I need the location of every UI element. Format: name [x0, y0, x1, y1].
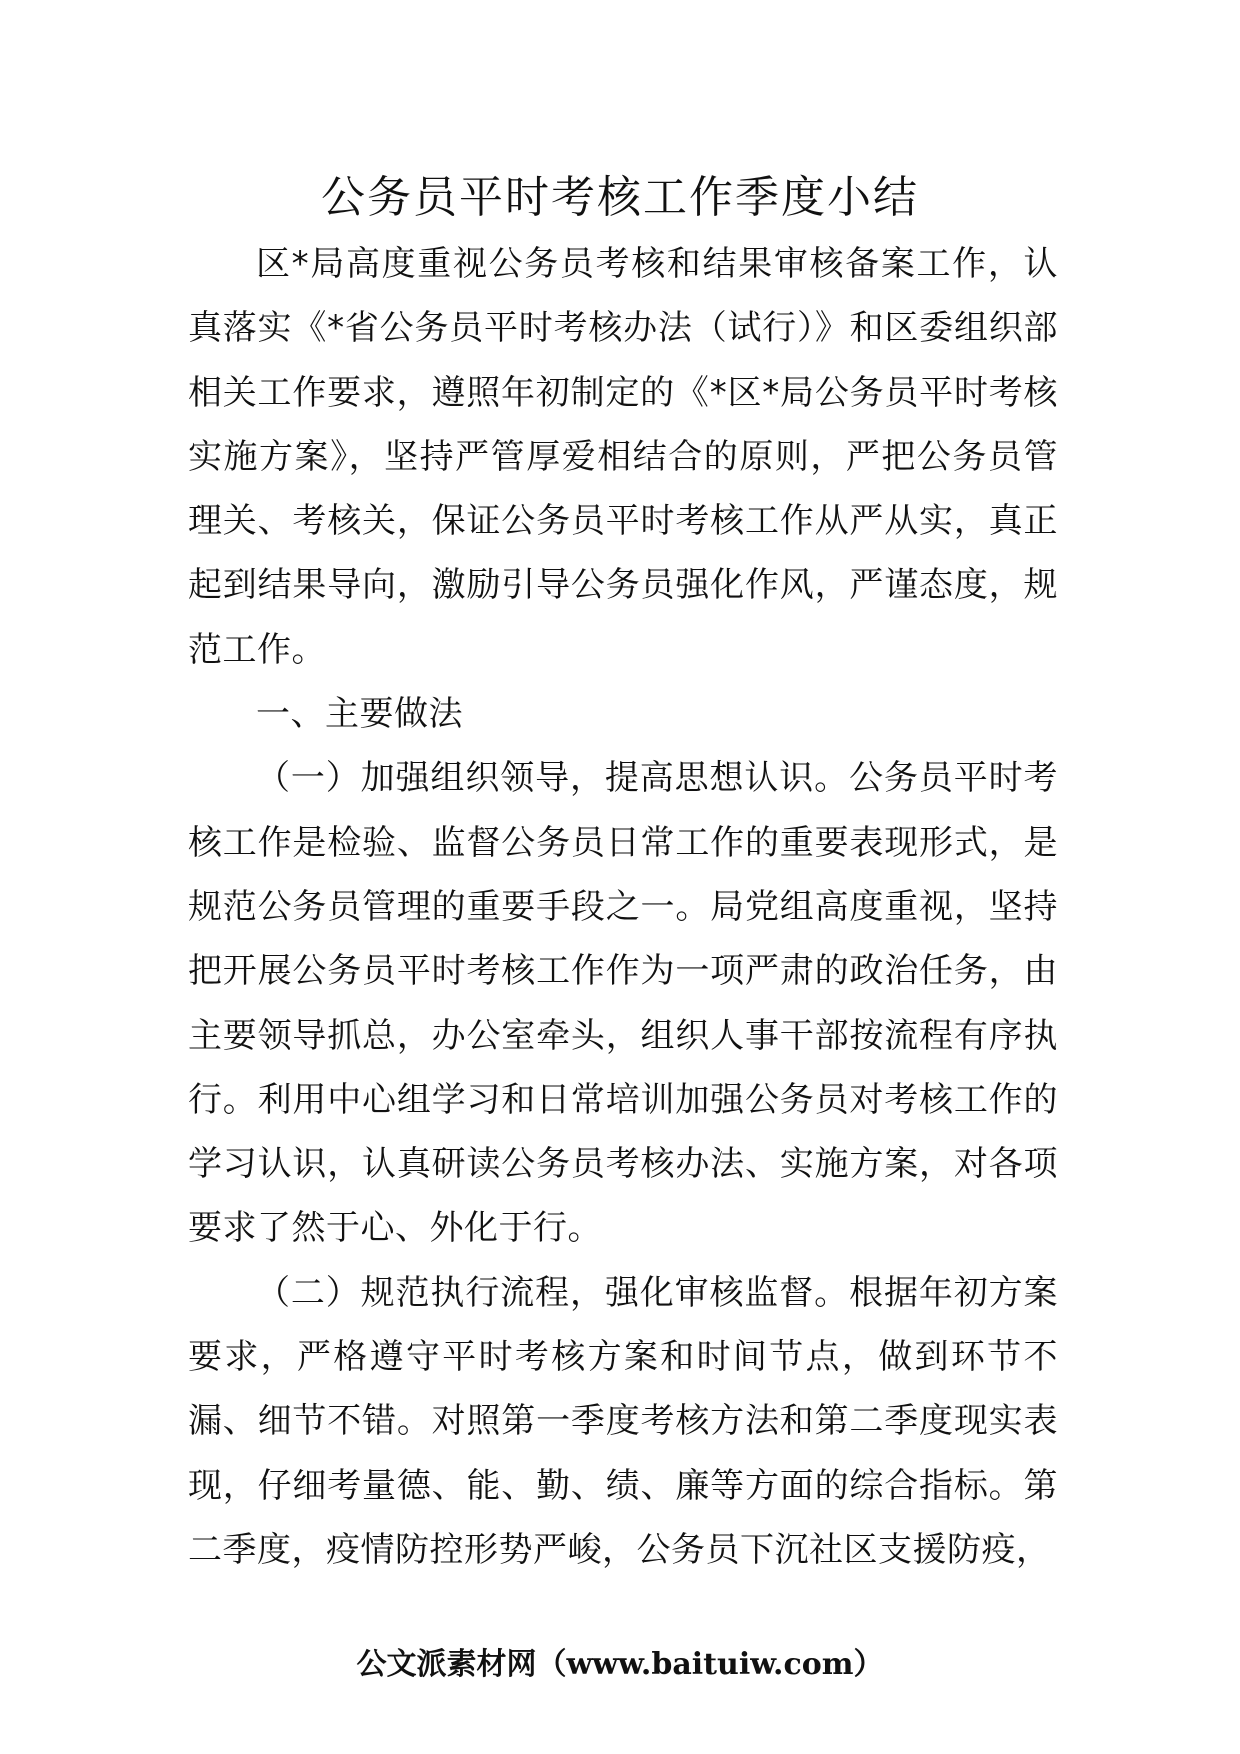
subsection-paragraph-2: （二）规范执行流程，强化审核监督。根据年初方案要求，严格遵守平时考核方案和时间节点，做到环节不漏、细节不错。对照第一季度考核方法和第二季度现实表现，仔细考量德、能、勤、绩、廉等方面的综合指标。第二季度，疫情防控形势严峻，公务员下沉社区支援防疫， — [188, 1272, 1058, 1570]
intro-paragraph: 区*局高度重视公务员考核和结果审核备案工作，认真落实《*省公务员平时考核办法（试行）》和区委组织部相关工作要求，遵照年初制定的《*区*局公务员平时考核实施方案》，坚持严管厚爱相结合的原则，严把公务员管理关、考核关，保证公务员平时考核工作从严从实，真正起到结果导向，激励引导公务员强化作风，严谨态度，规范工作。 — [188, 244, 1058, 670]
document-body — [188, 232, 1058, 1582]
footer-watermark: 公文派素材网（www.baituiw.com） — [356, 1647, 884, 1682]
page-title: 公务员平时考核工作季度小结 — [321, 172, 919, 223]
section-heading: 一、主要做法 — [256, 694, 463, 735]
subsection-paragraph-1: （一）加强组织领导，提高思想认识。公务员平时考核工作是检验、监督公务员日常工作的重要表现形式，是规范公务员管理的重要手段之一。局党组高度重视，坚持把开展公务员平时考核工作作为一项严肃的政治任务，由主要领导抓总，办公室牵头，组织人事干部按流程有序执行。利用中心组学习和日常培训加强公务员对考核工作的学习认识，认真研读公务员考核办法、实施方案，对各项要求了然于心、外化于行。 — [188, 758, 1058, 1249]
